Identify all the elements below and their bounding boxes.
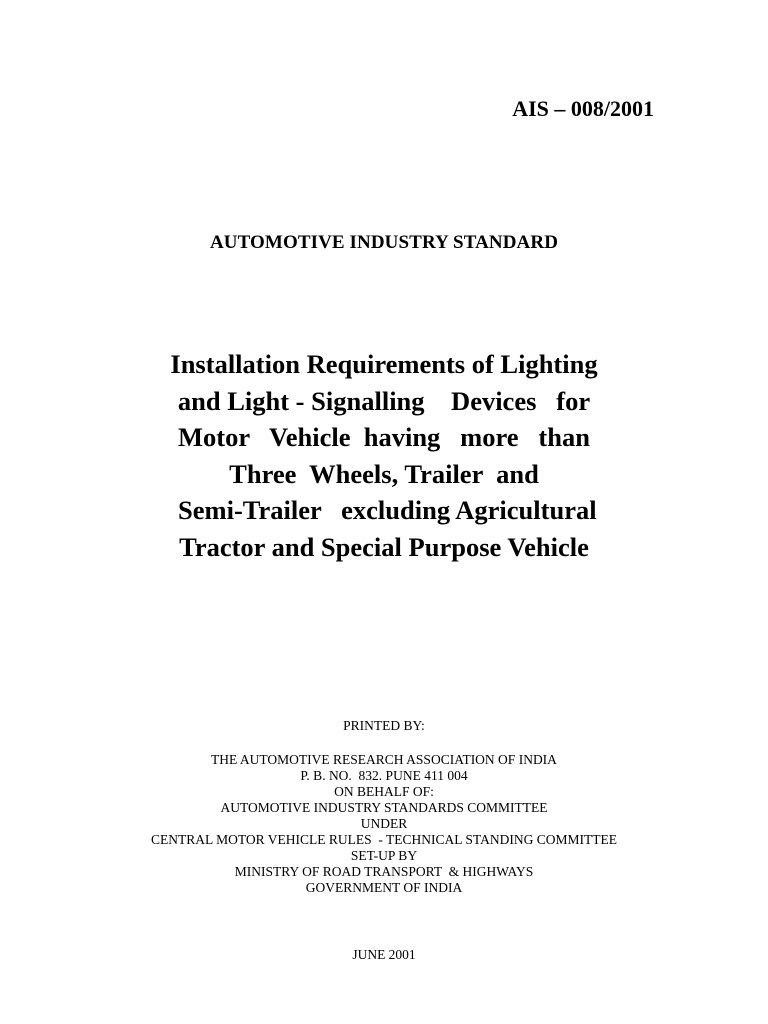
publisher-block [0,718,768,896]
publisher-line: ON BEHALF OF: [334,784,434,799]
publisher-line: MINISTRY OF ROAD TRANSPORT & HIGHWAYS [234,864,534,879]
publisher-line: THE AUTOMOTIVE RESEARCH ASSOCIATION OF INDIA [211,752,557,767]
publication-date: JUNE 2001 [352,947,416,962]
publisher-line: P. B. NO. 832. PUNE 411 004 [300,768,468,783]
title-line: Three Wheels, Trailer and [229,458,539,489]
printed-by-label: PRINTED BY: [343,718,425,733]
publisher-line: CENTRAL MOTOR VEHICLE RULES - TECHNICAL STANDING COMMITTEE [151,832,617,847]
title-line: Tractor and Special Purpose Vehicle [179,531,589,562]
title-line: Motor Vehicle having more than [178,422,590,452]
title-line: Installation Requirements of Lighting [170,349,598,379]
document-code: AIS – 008/2001 [512,96,654,121]
title-line: Semi-Trailer excluding Agricultural [171,495,597,525]
publisher-line: UNDER [360,816,408,831]
publisher-line: AUTOMOTIVE INDUSTRY STANDARDS COMMITTEE [220,800,548,815]
document-title [0,346,768,565]
title-line: and Light - Signalling Devices for [177,385,591,416]
standard-heading: AUTOMOTIVE INDUSTRY STANDARD [209,232,559,253]
publisher-line: GOVERNMENT OF INDIA [305,880,463,895]
publisher-line: SET-UP BY [350,848,418,863]
